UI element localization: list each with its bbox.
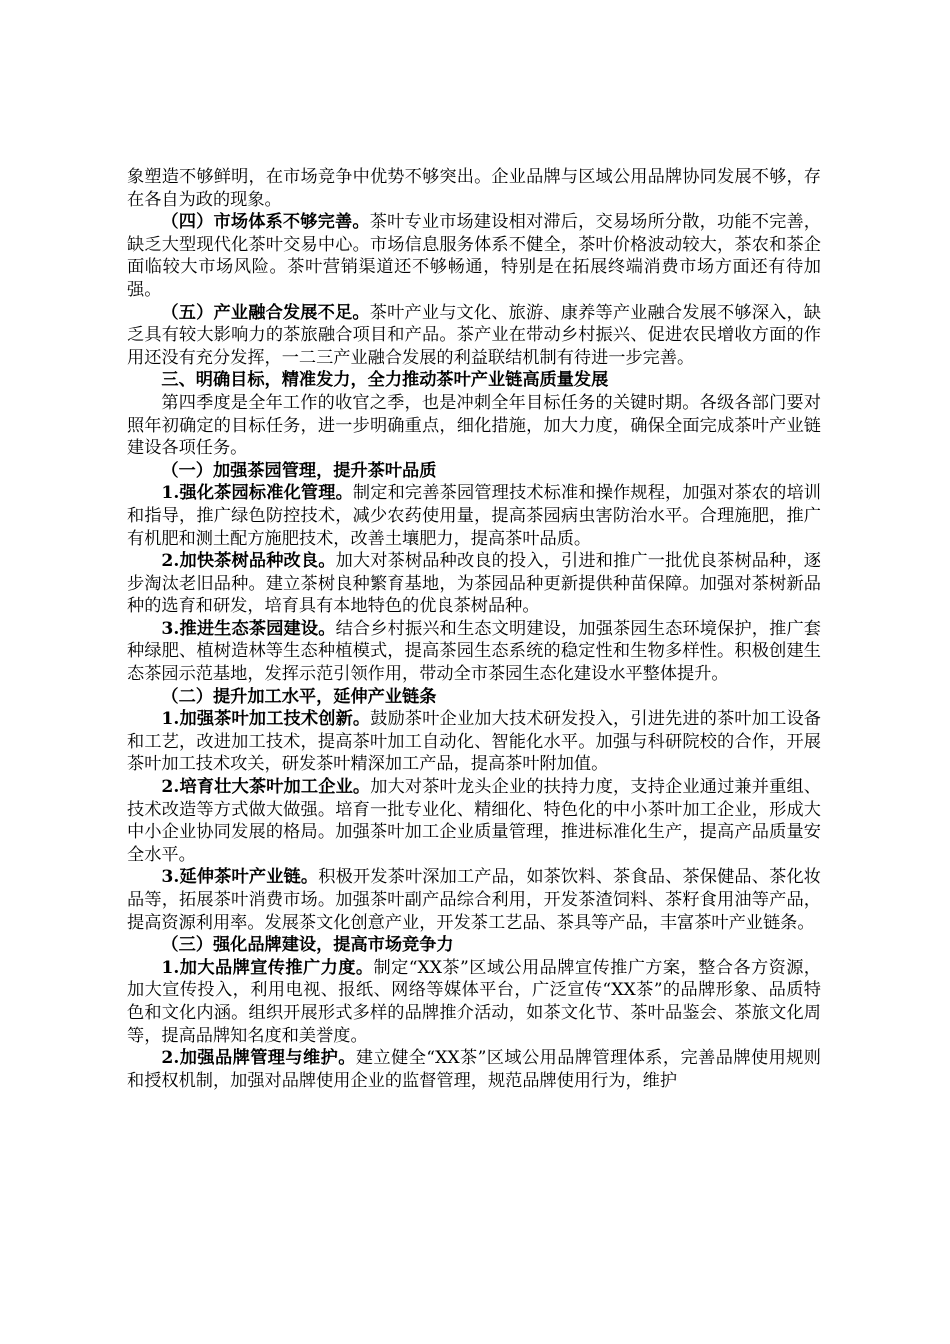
paragraph-brand-promotion xyxy=(127,957,821,1047)
paragraph-lead: 1.加大品牌宣传推广力度。 xyxy=(161,957,374,978)
paragraph-text: 制定和完善茶园管理技术标准和操作规程，加强对茶农的培训和指导，推广绿色防控技术，减少农药使用量，提高茶园病虫害防治水平。合理施肥，推广有机肥和测土配方施肥技术，改善土壤肥力，提高茶叶品质。 xyxy=(127,483,821,549)
paragraph-garden-standard xyxy=(127,482,821,550)
paragraph-processing-enterprises xyxy=(127,776,821,866)
paragraph-text: 积极开发茶叶深加工产品，如茶饮料、茶食品、茶保健品、茶化妆品等，拓展茶叶消费市场。加强茶叶副产品综合利用，开发茶渣饲料、茶籽食用油等产品，提高资源利用率。发展茶文化创意产业，开发茶工艺品、茶具等产品，丰富茶叶产业链条。 xyxy=(127,867,821,933)
paragraph-lead: 1.强化茶园标准化管理。 xyxy=(161,483,353,504)
paragraph-lead: 2.培育壮大茶叶加工企业。 xyxy=(161,777,371,798)
paragraph-text: 茶叶产业与文化、旅游、康养等产业融合发展不够深入，缺乏具有较大影响力的茶旅融合项目和产品。茶产业在带动乡村振兴、促进农民增收方面的作用还没有充分发挥，一二三产业融合发展的利益联结机制有待进一步完善。 xyxy=(127,302,821,368)
paragraph-lead: （五）产业融合发展不足。 xyxy=(161,302,370,323)
paragraph-q4-intro xyxy=(127,392,821,460)
paragraph-brand-management xyxy=(127,1047,821,1092)
paragraph-market-system xyxy=(127,211,821,301)
paragraph-text: 制定“XX茶”区域公用品牌宣传推广方案，整合各方资源，加大宣传投入，利用电视、报纸、网络等媒体平台，广泛宣传“XX茶”的品牌形象、品质特色和文化内涵。组织开展形式多样的品牌推介活动，如茶文化节、茶叶品鉴会、茶旅文化周等，提高品牌知名度和美誉度。 xyxy=(127,957,821,1046)
paragraph-text: 第四季度是全年工作的收官之季，也是冲刺全年目标任务的关键时期。各级各部门要对照年初确定的目标任务，进一步明确重点，细化措施，加大力度，确保全面完成茶叶产业链建设各项任务。 xyxy=(127,392,821,459)
paragraph-lead: 3.延伸茶叶产业链。 xyxy=(161,867,319,888)
paragraph-text: 象塑造不够鲜明，在市场竞争中优势不够突出。企业品牌与区域公用品牌协同发展不够，存在各自为政的现象。 xyxy=(127,167,821,210)
paragraph-eco-garden xyxy=(127,618,821,686)
paragraph-lead: （四）市场体系不够完善。 xyxy=(161,212,370,233)
paragraph-processing-innovation xyxy=(127,708,821,776)
subsection-heading-1: （一）加强茶园管理，提升茶叶品质 xyxy=(161,460,437,481)
paragraph-variety-improvement xyxy=(127,550,821,618)
paragraph-text: 鼓励茶叶企业加大技术研发投入，引进先进的茶叶加工设备和工艺，改进加工技术，提高茶叶加工自动化、智能化水平。加强与科研院校的合作，开展茶叶加工技术攻关，研发茶叶精深加工产品，提高茶叶附加值。 xyxy=(127,709,821,775)
paragraph-text: 结合乡村振兴和生态文明建设，加强茶园生态环境保护，推广套种绿肥、植树造林等生态种植模式，提高茶园生态系统的稳定性和生物多样性。积极创建生态茶园示范基地，发挥示范引领作用，带动全市茶园生态化建设水平整体提升。 xyxy=(127,618,821,685)
paragraph-text: 建立健全“XX茶”区域公用品牌管理体系，完善品牌使用规则和授权机制，加强对品牌使用企业的监督管理，规范品牌使用行为，维护 xyxy=(127,1048,821,1091)
subsection-heading-2: （二）提升加工水平，延伸产业链条 xyxy=(161,686,437,707)
paragraph-continuation xyxy=(127,166,821,211)
paragraph-industry-integration xyxy=(127,302,821,370)
paragraph-lead: 2.加强品牌管理与维护。 xyxy=(161,1048,356,1069)
paragraph-text: 茶叶专业市场建设相对滞后，交易场所分散，功能不完善，缺乏大型现代化茶叶交易中心。市场信息服务体系不健全，茶叶价格波动较大，茶农和茶企面临较大市场风险。茶叶营销渠道还不够畅通，特别是在拓展终端消费市场方面还有待加强。 xyxy=(127,212,821,300)
paragraph-lead: 3.推进生态茶园建设。 xyxy=(161,618,336,639)
section-heading-3: 三、明确目标，精准发力，全力推动茶叶产业链高质量发展 xyxy=(161,370,609,391)
paragraph-text: 加大对茶叶龙头企业的扶持力度，支持企业通过兼并重组、技术改造等方式做大做强。培育一批专业化、精细化、特色化的中小茶叶加工企业，形成大中小企业协同发展的格局。加强茶叶加工企业质量管理，推进标准化生产，提高产品质量安全水平。 xyxy=(127,777,821,865)
paragraph-lead: 1.加强茶叶加工技术创新。 xyxy=(161,709,371,730)
paragraph-text: 加大对茶树品种改良的投入，引进和推广一批优良茶树品种，逐步淘汰老旧品种。建立茶树良种繁育基地，为茶园品种更新提供种苗保障。加强对茶树新品种的选育和研发，培育具有本地特色的优良茶树品种。 xyxy=(127,551,821,617)
paragraph-lead: 2.加快茶树品种改良。 xyxy=(161,551,336,572)
paragraph-extend-chain xyxy=(127,866,821,934)
document-page xyxy=(127,166,821,1092)
subsection-heading-3: （三）强化品牌建设，提高市场竞争力 xyxy=(161,935,454,956)
